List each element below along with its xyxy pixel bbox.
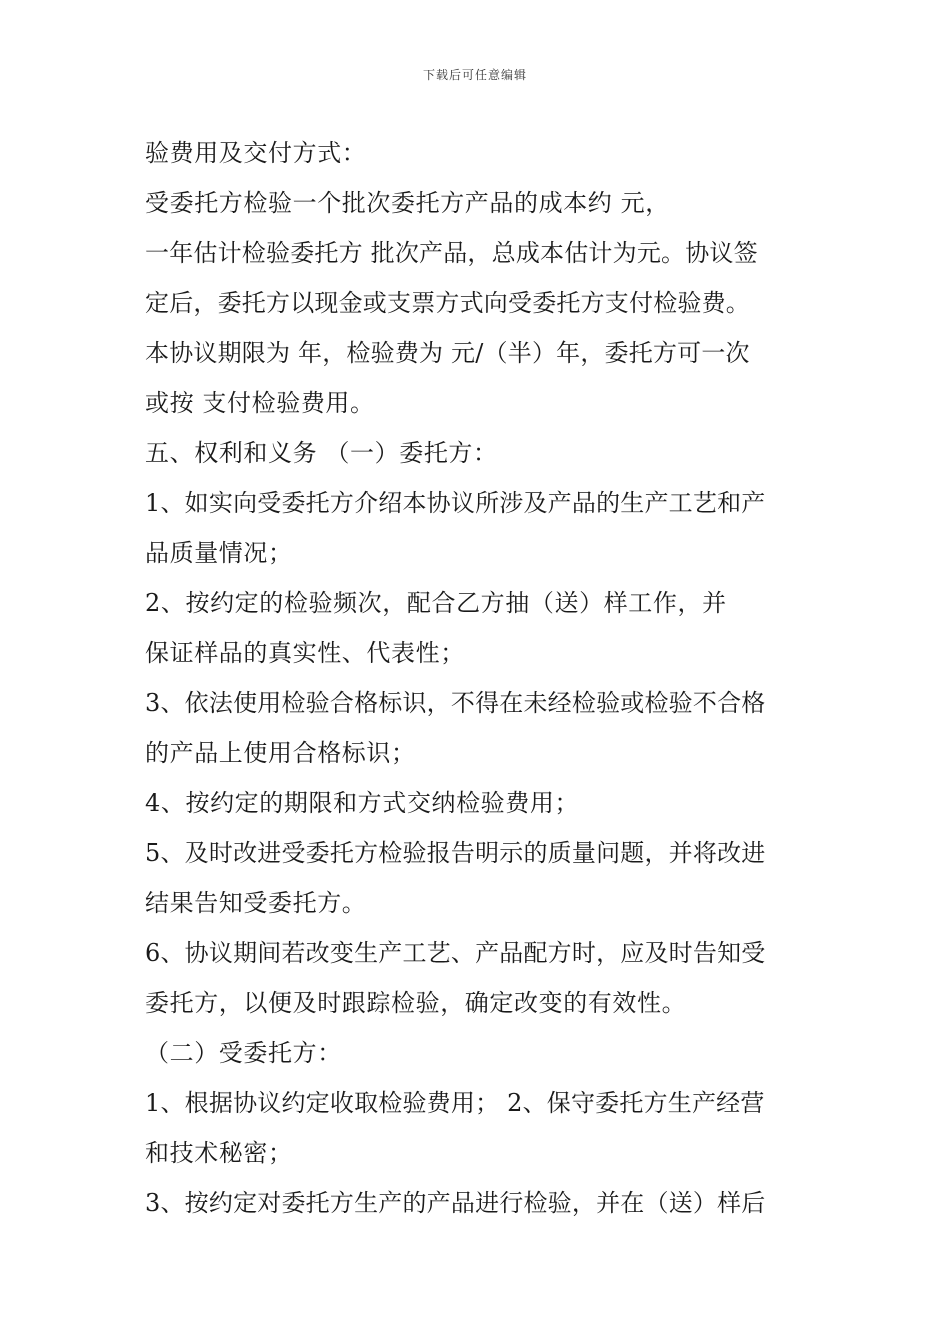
paragraph-line: 6、协议期间若改变生产工艺、产品配方时，应及时告知受 bbox=[145, 939, 766, 967]
paragraph-line: 品质量情况； bbox=[145, 539, 293, 567]
paragraph-line: 委托方，以便及时跟踪检验，确定改变的有效性。 bbox=[145, 989, 687, 1017]
paragraph-line: 3、按约定对委托方生产的产品进行检验，并在（送）样后 bbox=[145, 1189, 766, 1217]
paragraph-line: 1、如实向受委托方介绍本协议所涉及产品的生产工艺和产 bbox=[145, 489, 766, 517]
paragraph-line: 1、根据协议约定收取检验费用； 2、保守委托方生产经营 bbox=[145, 1089, 765, 1117]
paragraph-line: 结果告知受委托方。 bbox=[145, 889, 367, 917]
section-heading: （二）受委托方： bbox=[145, 1039, 342, 1067]
paragraph-line: 2、按约定的检验频次，配合乙方抽（送）样工作，并 bbox=[145, 589, 727, 617]
paragraph-line: 一年估计检验委托方 批次产品，总成本估计为元。协议签 bbox=[145, 239, 758, 267]
paragraph-line: 定后，委托方以现金或支票方式向受委托方支付检验费。 bbox=[145, 289, 750, 317]
paragraph-line: 和技术秘密； bbox=[145, 1139, 293, 1167]
paragraph-line: 验费用及交付方式： bbox=[145, 139, 367, 167]
paragraph-line: 受委托方检验一个批次委托方产品的成本约 元， bbox=[145, 189, 670, 217]
paragraph-line: 或按 支付检验费用。 bbox=[145, 389, 375, 417]
paragraph-line: 3、依法使用检验合格标识，不得在未经检验或检验不合格 bbox=[145, 689, 766, 717]
paragraph-line: 本协议期限为 年，检验费为 元/（半）年，委托方可一次 bbox=[145, 339, 750, 367]
paragraph-line: 5、及时改进受委托方检验报告明示的质量问题，并将改进 bbox=[145, 839, 766, 867]
page-header: 下载后可任意编辑 bbox=[422, 68, 527, 82]
paragraph-line: 保证样品的真实性、代表性； bbox=[145, 639, 465, 667]
document-body bbox=[145, 128, 815, 1228]
paragraph-line: 4、按约定的期限和方式交纳检验费用； bbox=[145, 789, 580, 817]
section-heading: 五、权利和义务 （一）委托方： bbox=[145, 439, 498, 467]
paragraph-line: 的产品上使用合格标识； bbox=[145, 739, 416, 767]
